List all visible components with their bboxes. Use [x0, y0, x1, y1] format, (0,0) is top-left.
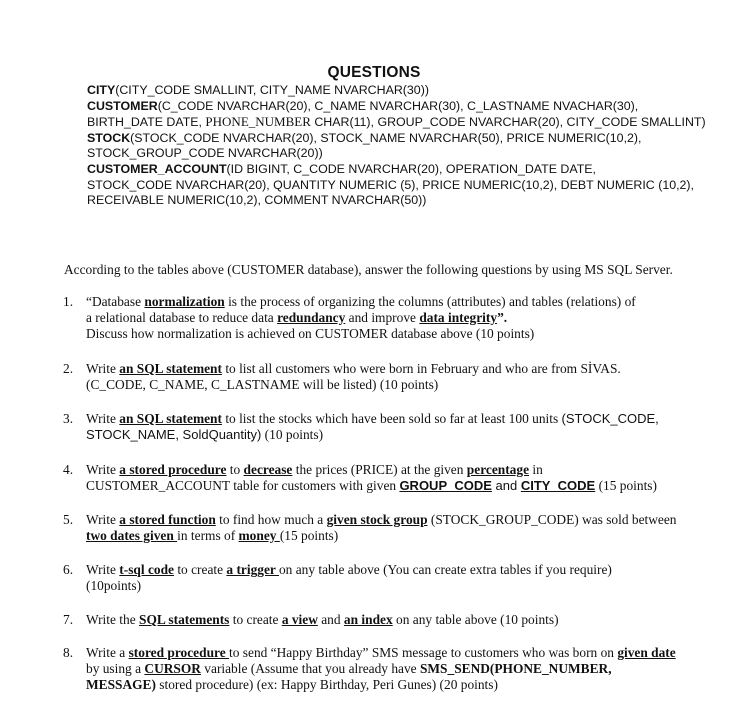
q4-keyword-stored-procedure: a stored procedure: [119, 462, 227, 477]
q1-text-a: “Database: [86, 294, 145, 309]
schema-account-columns-1: (ID BIGINT, C_CODE NVARCHAR(20), OPERATION_DATE DATE,: [226, 161, 596, 176]
q7-text-d: on any table above (10 points): [392, 612, 559, 627]
q8-sms-send-signature-cont: MESSAGE): [86, 676, 156, 692]
question-body: [86, 562, 726, 594]
q8-text-e: stored procedure) (ex: Happy Birthday, Peri Gunes) (20 points): [155, 676, 498, 692]
q5-text-d: in terms of: [177, 527, 239, 543]
q2-keyword-sql-statement: an SQL statement: [119, 361, 222, 376]
q4-text-g: (15 points): [595, 477, 657, 493]
q4-text-c: the prices (PRICE) at the given: [292, 462, 467, 477]
q6-text-c: on any table above (You can create extra tables if you require): [278, 562, 612, 577]
q8-text-d: variable (Assume that you already have: [200, 660, 420, 676]
q3-text-b: to list the stocks which have been sold so far at least 100 units: [221, 411, 562, 426]
q3-columns-a: (STOCK_CODE,: [561, 411, 659, 426]
q4-text-b: to: [226, 462, 244, 477]
q4-text-d: in: [529, 462, 543, 477]
q5-text-c: (STOCK_GROUP_CODE) was sold between: [427, 512, 677, 527]
q7-text-a: Write the: [86, 612, 139, 627]
question-body: [86, 411, 726, 443]
question-number: 6.: [63, 562, 74, 577]
question-number: 8.: [63, 645, 74, 660]
q5-keyword-stored-function: a stored function: [119, 512, 216, 527]
q4-keyword-city-code: CITY_CODE: [520, 477, 596, 493]
q6-text-a: Write: [86, 562, 120, 577]
q8-text-c: by using a: [86, 660, 145, 676]
q4-keyword-group-code: GROUP_CODE: [399, 477, 492, 493]
q8-keyword-cursor: CURSOR: [144, 660, 201, 676]
schema-stock-columns-1: (STOCK_CODE NVARCHAR(20), STOCK_NAME NVARCHAR(50), PRICE NUMERIC(10,2),: [130, 130, 642, 145]
q8-sms-send-signature: SMS_SEND(PHONE_NUMBER,: [419, 660, 612, 676]
q5-keyword-money: money: [238, 527, 280, 543]
q1-text-c: a relational database to reduce data: [86, 309, 278, 325]
q5-keyword-two-dates-given: two dates given: [86, 527, 178, 543]
schema-stock: [87, 131, 737, 147]
schema-account-columns-3: RECEIVABLE NUMERIC(10,2), COMMENT NVARCHAR(50)): [87, 193, 427, 208]
schema-city: [87, 83, 737, 99]
q4-text-e: CUSTOMER_ACCOUNT table for customers with given: [86, 477, 400, 493]
q8-text-b: to send “Happy Birthday” SMS message to customers who was born on: [229, 645, 618, 660]
question-body: [86, 462, 726, 494]
schema-customer-columns-1: (C_CODE NVARCHAR(20), C_NAME NVARCHAR(30), C_LASTNAME NVACHAR(30),: [157, 98, 639, 113]
q5-keyword-given-stock-group: given stock group: [326, 512, 428, 527]
q8-keyword-stored-procedure: stored procedure: [128, 645, 230, 660]
q1-keyword-redundancy: redundancy: [277, 309, 346, 325]
q5-text-b: to find how much a: [215, 512, 327, 527]
q1-text-b: is the process of organizing the columns (attributes) and tables (relations) of: [224, 294, 636, 309]
schema-customer-columns-2b: PHONE_NUMBER: [205, 114, 311, 130]
q1-text-d: and improve: [345, 309, 420, 325]
schema-stock-columns-2: STOCK_GROUP_CODE NVARCHAR(20)): [87, 146, 323, 161]
q7-keyword-index: an index: [343, 612, 393, 627]
question-number: 5.: [63, 512, 74, 527]
q4-text-f: and: [491, 477, 521, 493]
question-body: [86, 361, 726, 393]
schema-customer-cont: [87, 114, 737, 131]
q4-keyword-decrease: decrease: [243, 462, 293, 477]
schema-account-cont-2: [87, 193, 737, 209]
intro-paragraph: According to the tables above (CUSTOMER database), answer the following questions by using MS SQL Server.: [64, 262, 673, 277]
question-number: 3.: [63, 411, 74, 426]
question-number: 4.: [63, 462, 74, 477]
q4-text-a: Write: [86, 462, 120, 477]
table-name-customer-account: CUSTOMER_ACCOUNT: [87, 161, 227, 176]
q6-keyword-trigger: a trigger: [226, 562, 279, 577]
q1-keyword-data-integrity: data integrity: [419, 309, 498, 325]
schema-customer-columns-2c: CHAR(11), GROUP_CODE NVARCHAR(20), CITY_CODE SMALLINT): [310, 115, 706, 130]
question-body: [86, 512, 726, 544]
schema-city-columns: (CITY_CODE SMALLINT, CITY_NAME NVARCHAR(30)): [115, 83, 429, 97]
question-number: 2.: [63, 361, 74, 376]
schema-stock-cont: [87, 146, 737, 162]
q6-keyword-tsql-code: t-sql code: [119, 562, 174, 577]
question-body: [86, 645, 726, 692]
table-name-customer: CUSTOMER: [87, 98, 158, 113]
question-number: 1.: [63, 294, 74, 309]
q7-text-c: and: [317, 612, 344, 627]
schema-block: [87, 83, 737, 209]
schema-customer: [87, 99, 737, 115]
q3-keyword-sql-statement: an SQL statement: [119, 411, 222, 426]
q3-text-c: (10 points): [261, 426, 324, 442]
schema-account-cont-1: [87, 178, 737, 194]
schema-account: [87, 162, 737, 178]
q5-text-a: Write: [86, 512, 120, 527]
q8-text-a: Write a: [86, 645, 129, 660]
q1-text-f: Discuss how normalization is achieved on CUSTOMER database above (10 points): [86, 325, 535, 341]
q2-text-b: to list all customers who were born in February and who are from SİVAS.: [221, 361, 621, 376]
question-body: [86, 294, 726, 341]
q7-keyword-view: a view: [281, 612, 318, 627]
q7-keyword-sql-statements: SQL statements: [139, 612, 230, 627]
q1-keyword-normalization: normalization: [144, 294, 225, 309]
question-body: [86, 612, 726, 628]
schema-account-columns-2: STOCK_CODE NVARCHAR(20), QUANTITY NUMERIC (5), PRICE NUMERIC(10,2), DEBT NUMERIC (10,2),: [87, 177, 695, 192]
question-number: 7.: [63, 612, 74, 627]
table-name-stock: STOCK: [87, 130, 131, 145]
schema-customer-columns-2a: BIRTH_DATE DATE,: [87, 115, 206, 130]
q1-text-e: ”.: [497, 309, 508, 325]
table-name-city: CITY: [87, 83, 116, 97]
q3-text-a: Write: [86, 411, 120, 426]
q5-text-e: (15 points): [279, 527, 339, 543]
q2-text-c: (C_CODE, C_NAME, C_LASTNAME will be listed) (10 points): [86, 376, 439, 392]
q2-text-a: Write: [86, 361, 120, 376]
q4-keyword-percentage: percentage: [466, 462, 530, 477]
page-title: QUESTIONS: [327, 64, 421, 81]
q3-columns-b: STOCK_NAME, SoldQuantity): [86, 426, 262, 442]
q7-text-b: to create: [229, 612, 282, 627]
q6-text-b: to create: [173, 562, 227, 577]
q8-keyword-given-date: given date: [617, 645, 676, 660]
q6-text-d: (10points): [86, 577, 142, 593]
